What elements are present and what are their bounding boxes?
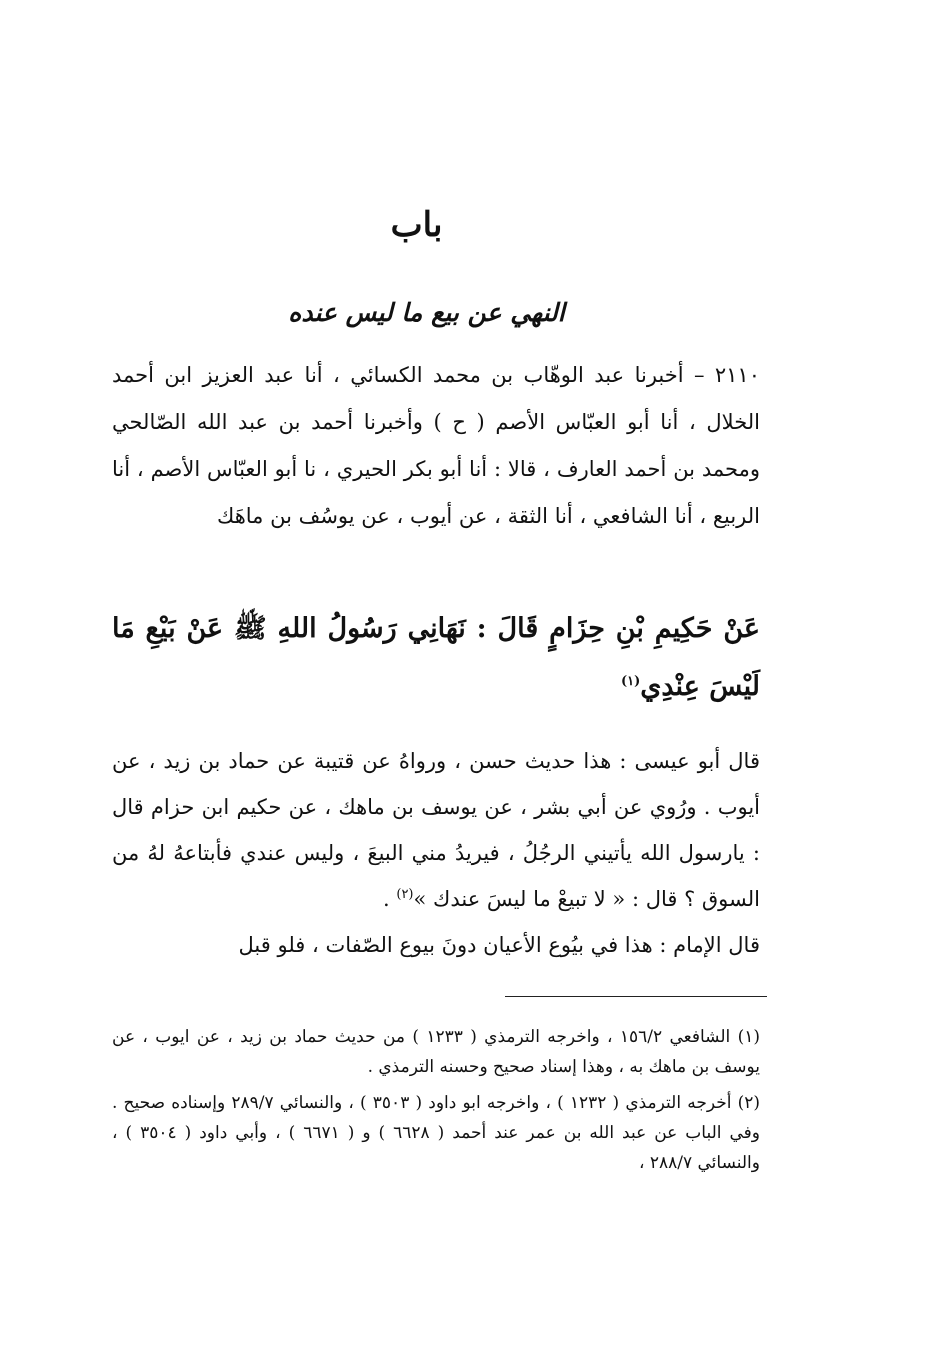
commentary-text-1: قال أبو عيسى : هذا حديث حسن ، ورواهُ عن قتيبة عن حماد بن زيد ، عن أيوب . ورُوي عن أبي بشر ، عن يوسف بن ماهك ، عن حكيم ابن حزام قال : يارسول الله يأتيني الرجُلُ ، فيريدُ مني البيعَ ، وليس عندي فأبتاعهُ لهُ من السوق ؟ قال : « لا تبيعْ ما ليسَ عندك »: [112, 749, 760, 911]
commentary-paragraph-2: قال الإمام : هذا في بيُوع الأعيان دونَ بيوع الصّفات ، فلو قبل: [238, 933, 760, 957]
isnad-text: ٢١١٠ – أخبرنا عبد الوهّاب بن محمد الكسائي ، أنا عبد العزيز ابن أحمد الخلال ، أنا أبو العبّاس الأصم ( ح ) وأخبرنا أحمد بن عبد الله الصّالحي ومحمد بن أحمد العارف ، قالا : أنا أبو بكر الحيري ، نا أبو العبّاس الأصم ، أنا الربيع ، أنا الشافعي ، أنا الثقة ، عن أيوب ، عن يوسُف بن ماهَك: [112, 363, 760, 528]
isnad-paragraph: [112, 352, 760, 540]
footnote-divider: [505, 996, 767, 997]
hadith-paragraph: [112, 600, 760, 716]
footnote-1: (١) الشافعي ١٥٦/٢ ، واخرجه الترمذي ( ١٢٣٣ ) من حديث حماد بن زيد ، عن ايوب ، عن يوسف بن ماهك به ، وهذا إسناد صحيح وحسنه الترمذي .: [112, 1027, 761, 1077]
commentary-block: [112, 738, 760, 968]
commentary-paragraph-1: [112, 738, 760, 922]
footnote-2: (٢) أخرجه الترمذي ( ١٢٣٢ ) ، واخرجه ابو داود ( ٣٥٠٣ ) ، والنسائي ٢٨٩/٧ وإسناده صحيح . وفي الباب عن عبد الله بن عمر عند أحمد ( ٦٦٢٨ ) و ( ٦٦٧١ ) ، وأبي داود ( ٣٥٠٤ ) ، والنسائي ٢٨٨/٧ ،: [112, 1093, 760, 1173]
hadith-block: [112, 600, 760, 716]
section-title: [0, 298, 933, 327]
footnote-ref-2: (٢): [396, 887, 414, 902]
hadith-text: عَنْ حَكِيمِ بْنِ حِزَامٍ قَالَ : نَهَانِي رَسُولُ اللهِ ﷺ عَنْ بَيْعِ مَا لَيْسَ عِنْدِي: [112, 613, 760, 702]
commentary-text-1-end: .: [383, 887, 397, 911]
chapter-heading: [0, 205, 933, 245]
footnotes: [112, 1022, 760, 1184]
footnote-ref-1: (١): [620, 674, 641, 689]
chapter-heading-text: باب: [390, 205, 443, 245]
section-title-text: النهي عن بيع ما ليس عنده: [288, 298, 565, 327]
